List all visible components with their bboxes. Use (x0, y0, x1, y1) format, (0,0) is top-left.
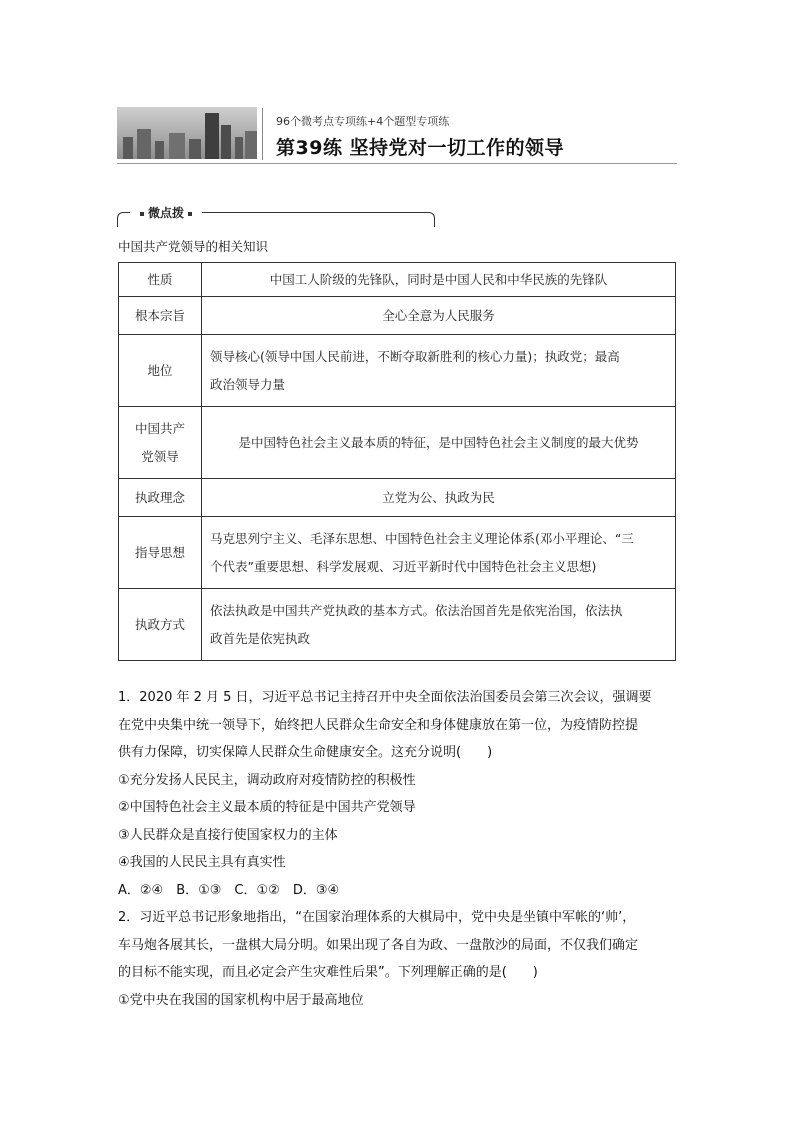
question-line: 的目标不能实现，而且必定会产生灾难性后果”。下列理解正确的是( ) (118, 965, 538, 980)
tip-label-text: 微点拨 (148, 206, 185, 220)
knowledge-table (118, 262, 676, 661)
question-1 (118, 684, 678, 904)
table-key-line: 党领导 (141, 448, 179, 464)
table-value: 全心全意为人民服务 (202, 297, 676, 335)
table-value-line: 政治领导力量 (210, 376, 286, 392)
table-key: 性质 (119, 263, 202, 297)
table-value-line: 个代表”重要思想、科学发展观、习近平新时代中国特色社会主义思想) (210, 558, 597, 574)
table-row (119, 263, 676, 297)
table-value-line: 领导核心(领导中国人民前进，不断夺取新胜利的核心力量)；执政党；最高 (210, 348, 620, 364)
table-value: 中国工人阶级的先锋队，同时是中国人民和中华民族的先锋队 (202, 263, 676, 297)
question-option: ③人民群众是直接行使国家权力的主体 (118, 827, 338, 843)
question-option: ②中国特色社会主义最本质的特征是中国共产党领导 (118, 800, 416, 815)
table-row (119, 479, 676, 517)
table-row (119, 335, 676, 407)
table-row (119, 517, 676, 589)
section-heading: 中国共产党领导的相关知识 (118, 239, 269, 254)
header-rule (117, 163, 677, 164)
square-bullet-icon (140, 212, 144, 216)
question-option: ①党中央在我国的国家机构中居于最高地位 (118, 992, 364, 1008)
square-bullet-icon (188, 212, 192, 216)
table-row (119, 589, 676, 661)
table-row (119, 407, 676, 479)
table-value-line: 依法执政是中国共产党执政的基本方式。依法治国首先是依宪治国，依法执 (210, 602, 623, 618)
header-city-image (117, 107, 257, 159)
table-key: 执政方式 (119, 589, 202, 661)
table-row (119, 297, 676, 335)
question-2 (118, 904, 678, 1014)
header-separator (262, 108, 263, 160)
question-line: 在党中央集中统一领导下，始终把人民群众生命安全和身体健康放在第一位，为疫情防控提 (118, 717, 639, 733)
question-choices: A．②④ B．①③ C．①② D．③④ (118, 882, 340, 898)
table-value (202, 589, 676, 661)
table-value (202, 517, 676, 589)
header-subtitle: 96个微考点专项练+4个题型专项练 (276, 115, 450, 128)
table-value (202, 335, 676, 407)
table-value: 是中国特色社会主义最本质的特征，是中国特色社会主义制度的最大优势 (202, 407, 676, 479)
tip-label (130, 204, 202, 221)
page-title: 第39练 坚持党对一切工作的领导 (276, 137, 565, 159)
question-option: ④我国的人民民主具有真实性 (118, 855, 286, 870)
table-key: 执政理念 (119, 479, 202, 517)
table-key (119, 407, 202, 479)
question-line: 供有力保障，切实保障人民群众生命健康安全。这充分说明( ) (118, 745, 493, 760)
table-key: 地位 (119, 335, 202, 407)
table-value-line: 政首先是依宪执政 (210, 630, 311, 646)
table-key: 根本宗旨 (119, 297, 202, 335)
table-value-line: 马克思列宁主义、毛泽东思想、中国特色社会主义理论体系(邓小平理论、“三 (210, 530, 634, 546)
table-key: 指导思想 (119, 517, 202, 589)
table-value: 立党为公、执政为民 (202, 479, 676, 517)
question-option: ①充分发扬人民民主，调动政府对疫情防控的积极性 (118, 772, 416, 788)
question-line: 1．2020 年 2 月 5 日，习近平总书记主持召开中央全面依法治国委员会第三次会议，强调要 (118, 690, 652, 705)
table-key-line: 中国共产 (134, 420, 185, 436)
question-line: 2．习近平总书记形象地指出，“在国家治理体系的大棋局中，党中央是坐镇中军帐的‘帅’， (118, 910, 636, 925)
question-line: 车马炮各展其长，一盘棋大局分明。如果出现了各自为政、一盘散沙的局面，不仅我们确定 (118, 937, 639, 953)
